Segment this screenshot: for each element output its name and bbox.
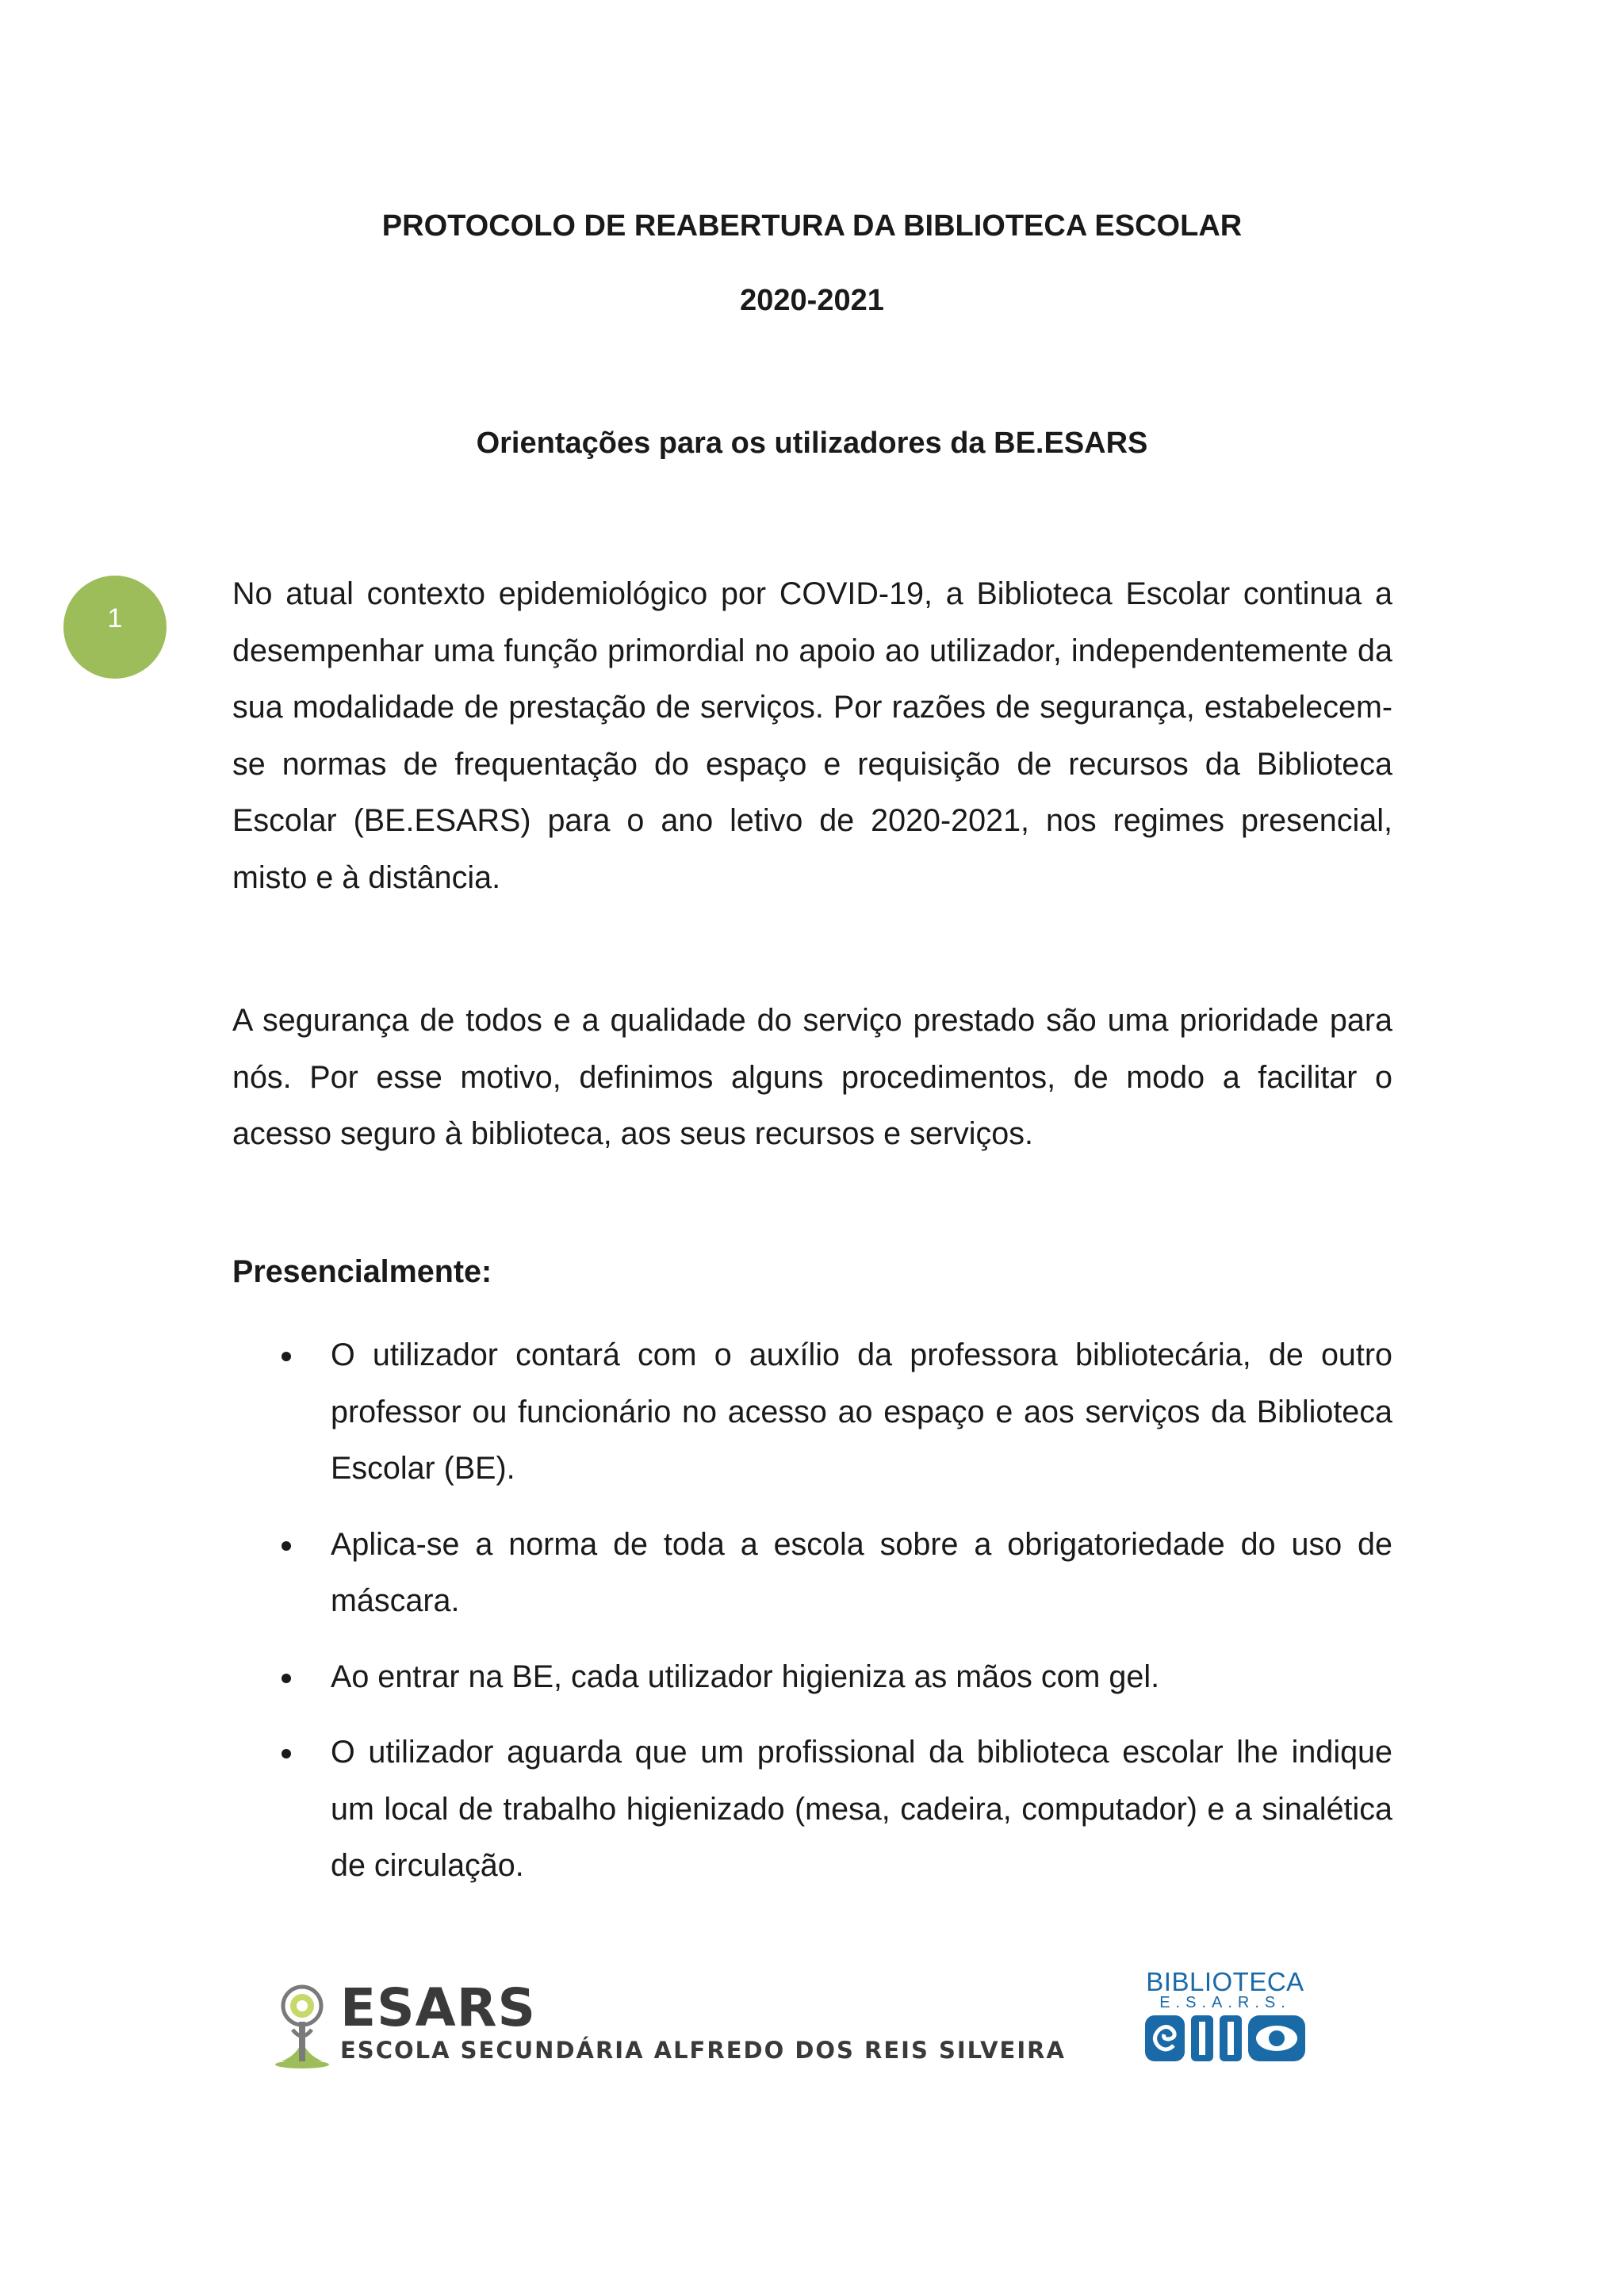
library-logo-subtitle: E.S.A.R.S. xyxy=(1159,1994,1291,2011)
page-number: 1 xyxy=(107,603,123,633)
paragraph-intro: No atual contexto epidemiológico por COVID-19, a Biblioteca Escolar continua a desempenhar uma função primordial no apoio ao utilizador, independentemente da sua modalidade de prestação de serviços. Por razões de segurança, estabelecem-se normas de frequentação do espaço e requisição de recursos da Biblioteca Escolar (BE.ESARS) para o ano letivo de 2020-2021, nos regimes presencial, misto e à distância. xyxy=(232,576,1392,895)
bullet-icon xyxy=(282,1749,291,1758)
school-logo-name: ESARS xyxy=(340,1977,537,2038)
school-tree-icon xyxy=(274,1982,337,2069)
paragraph-safety: A segurança de todos e a qualidade do serviço prestado são uma prioridade para nós. Por esse motivo, definimos alguns procedimentos, de modo a facilitar o acesso seguro à biblioteca, aos seus recursos e serviços. xyxy=(232,1003,1392,1151)
list-item xyxy=(232,1517,1392,1630)
bullet-icon xyxy=(282,1352,291,1361)
list-item-text: O utilizador contará com o auxílio da professora bibliotecária, de outro professor ou funcionário no acesso ao espaço e aos serviços da Biblioteca Escolar (BE). xyxy=(331,1337,1392,1486)
bullet-icon xyxy=(282,1541,291,1551)
document-year: 2020-2021 xyxy=(740,284,884,317)
library-logo xyxy=(1142,1968,1308,2063)
section-heading-presencial: Presencialmente: xyxy=(232,1254,492,1289)
list-item-text: Aplica-se a norma de toda a escola sobre a obrigatoriedade do uso de máscara. xyxy=(331,1526,1392,1618)
school-logo xyxy=(274,1977,1066,2069)
list-item-text: O utilizador aguarda que um profissional da biblioteca escolar lhe indique um local de trabalho higienizado (mesa, cadeira, computador) e a sinalética de circulação. xyxy=(331,1735,1392,1883)
library-logo-title: BIBLIOTECA xyxy=(1146,1967,1304,1996)
list-item xyxy=(232,1649,1392,1706)
document-subtitle: Orientações para os utilizadores da BE.ESARS xyxy=(476,427,1148,460)
bullet-icon xyxy=(282,1674,291,1683)
rules-list xyxy=(232,1327,1392,1914)
library-book-icon xyxy=(1142,2014,1308,2063)
page-number-badge xyxy=(63,576,167,679)
list-item-text: Ao entrar na BE, cada utilizador higieniza as mãos com gel. xyxy=(331,1659,1160,1694)
list-item xyxy=(232,1327,1392,1498)
document-title: PROTOCOLO DE REABERTURA DA BIBLIOTECA ESCOLAR xyxy=(381,209,1243,243)
school-full-name: ESCOLA SECUNDÁRIA ALFREDO DOS REIS SILVEIRA xyxy=(340,2037,1066,2064)
list-item xyxy=(232,1724,1392,1895)
